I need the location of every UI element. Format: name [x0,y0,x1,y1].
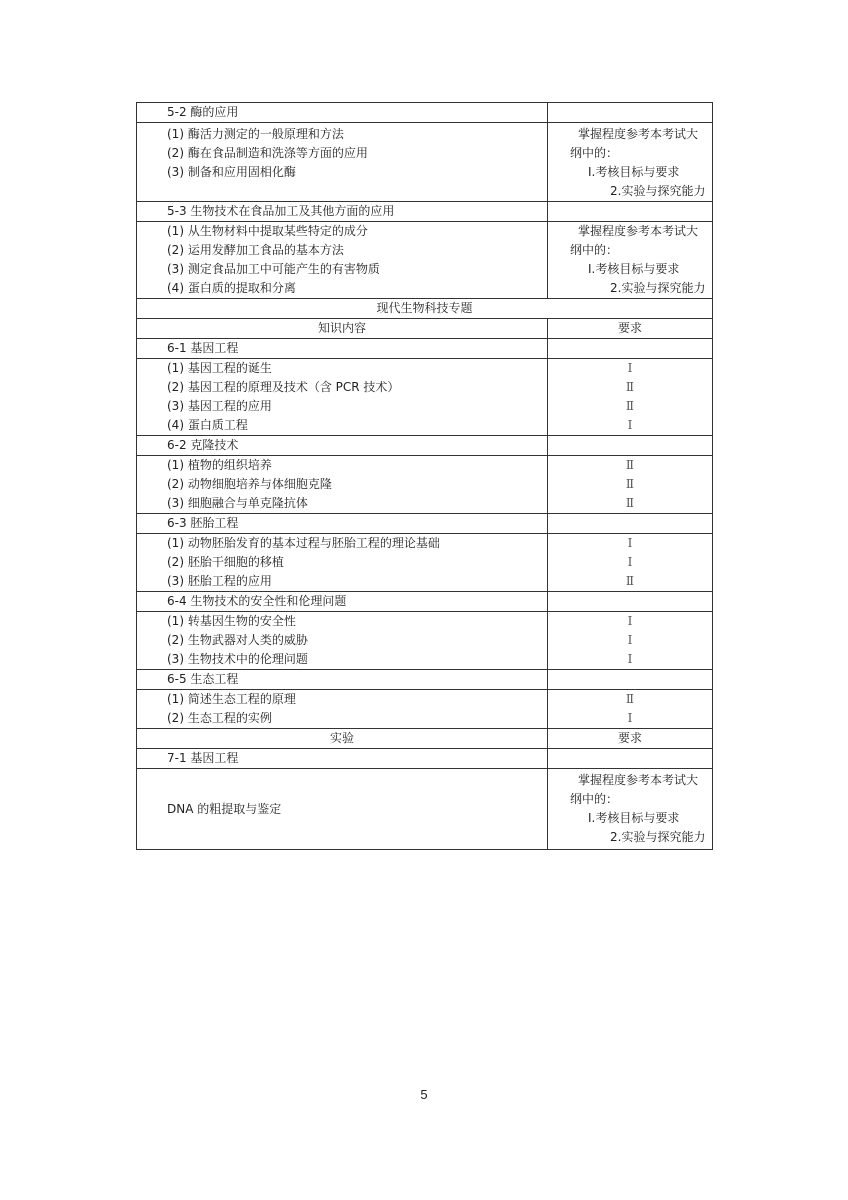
requirement-level: Ⅰ [627,614,633,628]
topics-body [137,339,713,729]
empty-cell [548,436,713,456]
requirement-level: Ⅰ [627,711,633,725]
requirement-level: Ⅰ [627,361,633,375]
page-number: 5 [420,1087,428,1102]
empty-cell [548,202,713,222]
topic-requirements [548,456,713,514]
empty-cell [548,670,713,690]
item-text: (2) 基因工程的原理及技术（含 PCR 技术） [167,380,400,394]
item-text: (3) 生物技术中的伦理问题 [167,652,308,666]
requirement-level: Ⅱ [625,399,635,413]
experiment-item [137,769,548,850]
topic-requirements [548,359,713,436]
topic-requirements [548,690,713,729]
requirement-level: Ⅰ [627,536,633,550]
requirement-level: Ⅱ [625,692,635,706]
topic-requirements [548,534,713,592]
module-title: 现代生物科技专题 [137,299,713,319]
empty-cell [548,103,713,123]
topic-items-row [137,359,713,436]
requirement-level: Ⅱ [625,380,635,394]
topic-title-row [137,436,713,456]
topic-items-row [137,612,713,670]
item-text: (3) 测定食品加工中可能产生的有害物质 [167,262,380,276]
requirement-level: Ⅰ [627,652,633,666]
item-text: DNA 的粗提取与鉴定 [167,801,282,816]
requirement-level: Ⅰ [627,555,633,569]
item-text: (2) 酶在食品制造和洗涤等方面的应用 [167,146,368,160]
experiment-header: 实验 [137,729,548,749]
item-text: (1) 动物胚胎发育的基本过程与胚胎工程的理论基础 [167,536,440,550]
item-text: (1) 植物的组织培养 [167,458,272,472]
syllabus-table [136,102,713,850]
item-text: (3) 胚胎工程的应用 [167,574,272,588]
topic-requirements [548,612,713,670]
section-items [137,123,548,202]
topic-items [137,456,548,514]
column-header-content: 知识内容 [137,319,548,339]
topic-title-row [137,339,713,359]
item-text: (1) 酶活力测定的一般原理和方法 [167,127,344,141]
topic-title: 6-4 生物技术的安全性和伦理问题 [137,592,548,612]
topic-title: 6-2 克隆技术 [137,436,548,456]
topic-title-row [137,514,713,534]
topic-items-row [137,456,713,514]
item-text: (2) 生物武器对人类的威胁 [167,633,308,647]
topic-items-row [137,690,713,729]
requirement-note: 掌握程度参考本考试大 纲中的： Ⅰ.考核目标与要求 2.实验与探究能力 [548,123,713,202]
item-text: (2) 运用发酵加工食品的基本方法 [167,243,344,257]
topic-items [137,690,548,729]
experiment-requirement-header: 要求 [548,729,713,749]
empty-cell [548,592,713,612]
topic-title: 6-3 胚胎工程 [137,514,548,534]
topic-title: 6-5 生态工程 [137,670,548,690]
column-header-requirement: 要求 [548,319,713,339]
empty-cell [548,514,713,534]
section-title: 5-3 生物技术在食品加工及其他方面的应用 [137,202,548,222]
empty-cell [548,749,713,769]
requirement-level: Ⅰ [627,633,633,647]
section-title: 5-2 酶的应用 [137,103,548,123]
requirement-level: Ⅱ [625,477,635,491]
topic-title-row [137,670,713,690]
topic-items [137,359,548,436]
empty-cell [548,339,713,359]
item-text: (1) 转基因生物的安全性 [167,614,296,628]
topic-items-row [137,534,713,592]
requirement-level: Ⅰ [627,418,633,432]
item-text: (2) 动物细胞培养与体细胞克隆 [167,477,332,491]
item-text: (3) 基因工程的应用 [167,399,272,413]
requirement-level: Ⅱ [625,496,635,510]
topic-title-row [137,592,713,612]
item-text: (1) 基因工程的诞生 [167,361,272,375]
topic-items [137,612,548,670]
topic-title: 6-1 基因工程 [137,339,548,359]
topic-items [137,534,548,592]
item-text: (4) 蛋白质工程 [167,418,248,432]
requirement-level: Ⅱ [625,458,635,472]
section-items [137,222,548,299]
item-text: (2) 生态工程的实例 [167,711,272,725]
requirement-note: 掌握程度参考本考试大 纲中的： Ⅰ.考核目标与要求 2.实验与探究能力 [548,222,713,299]
requirement-level: Ⅱ [625,574,635,588]
item-text: (3) 制备和应用固相化酶 [167,165,296,179]
item-text: (3) 细胞融合与单克隆抗体 [167,496,308,510]
item-text: (1) 简述生态工程的原理 [167,692,296,706]
item-text: (2) 胚胎干细胞的移植 [167,555,284,569]
experiment-title: 7-1 基因工程 [137,749,548,769]
item-text: (4) 蛋白质的提取和分离 [167,281,296,295]
item-text: (1) 从生物材料中提取某些特定的成分 [167,224,368,238]
requirement-note: 掌握程度参考本考试大 纲中的： Ⅰ.考核目标与要求 2.实验与探究能力 [548,769,713,850]
